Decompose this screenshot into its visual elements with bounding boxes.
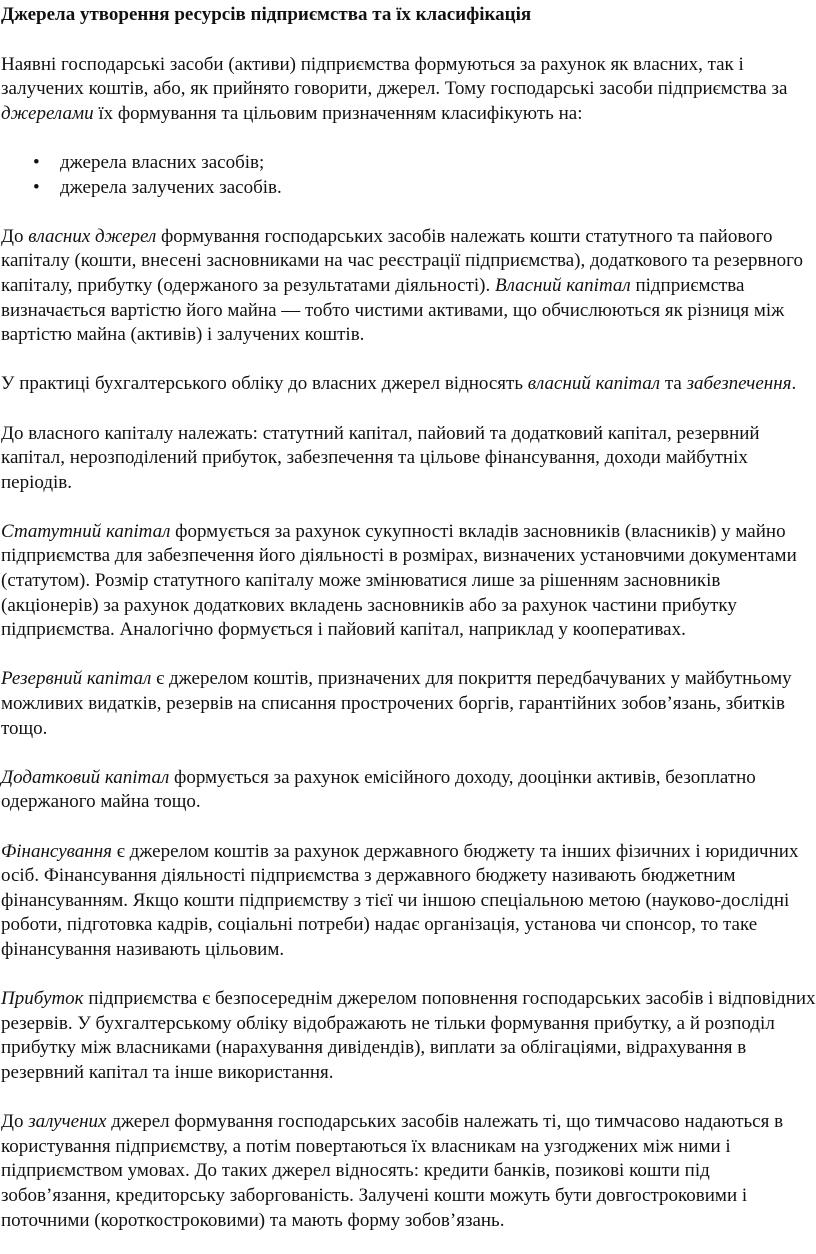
sources-list (1, 151, 816, 200)
own-sources-paragraph (1, 225, 816, 348)
statutory-capital-paragraph (1, 520, 816, 643)
own-sources-emphasis-2: Власний капітал (495, 274, 631, 296)
profit-text: підприємства є безпосереднім джерелом поповнення господарських засобів і відповідних резервів. У бухгалтерському обліку відображають не тільки формування прибутку, а й розподіл прибутку між власниками (нарахування дивідендів), виплати за облігаціями, відрахування в резервний капітал та інше використання. (1, 988, 816, 1083)
reserve-text: є джерелом коштів, призначених для покриття передбачуваних у майбутньому можливих видатків, резервів на списання прострочених боргів, гарантійних зобов’язань, збитків тощо. (1, 668, 792, 739)
reserve-emphasis: Резервний капітал (1, 668, 152, 690)
intro-paragraph (1, 53, 816, 127)
practice-text-2: та (660, 373, 687, 395)
practice-emphasis-2: забезпечення (686, 373, 792, 395)
own-sources-text-2: формування господарських засобів належать кошти статутного та пайового капіталу (кошти, внесені засновниками на час реєстрації підприємства), додаткового та резервного капіталу, прибутку (одержаного за результатами діяльності). (1, 225, 803, 296)
financing-paragraph (1, 840, 816, 963)
own-sources-emphasis-1: власних джерел (28, 225, 157, 247)
own-sources-text-1: До (1, 225, 29, 247)
borrowed-text-1: До (1, 1111, 29, 1133)
financing-emphasis: Фінансування (1, 840, 112, 862)
statutory-emphasis: Статутний капітал (1, 520, 171, 542)
own-sources-text-3: підприємства визначається вартістю його майна — тобто чистими активами, що обчислюються як різниця між вартістю майна (активів) і залучених коштів. (1, 274, 785, 346)
intro-text-1: Наявні господарські засоби (активи) підприємства формуються за рахунок як власних, так і залучених коштів, або, як прийнято говорити, джерел. Тому господарські засоби підприємства за (1, 53, 788, 100)
additional-capital-paragraph (1, 766, 816, 815)
intro-emphasis: джерелами (1, 102, 94, 124)
additional-emphasis: Додатковий капітал (1, 766, 170, 788)
own-capital-paragraph: До власного капіталу належать: статутний капітал, пайовий та додатковий капітал, резервний капітал, нерозподілений прибуток, забезпечення та цільове фінансування, доходи майбутніх періодів. (1, 422, 760, 493)
additional-text: формується за рахунок емісійного доходу, дооцінки активів, безоплатно одержаного майна тощо. (1, 766, 756, 813)
reserve-capital-paragraph (1, 667, 816, 741)
list-item: • джерела залучених засобів. (1, 176, 816, 201)
financing-text: є джерелом коштів за рахунок державного бюджету та інших фізичних і юридичних осіб. Фінансування діяльності підприємства з державного бюджету називають бюджетним фінансуванням. Якщо кошти підприємству з тієї чи іншою спеціальною метою (науково-дослідні роботи, підготовка кадрів, соціальні потреби) надає організація, установа чи спонсор, то таке фінансування називають цільовим. (1, 840, 799, 960)
list-item: • джерела власних засобів; (1, 151, 816, 176)
borrowed-text-2: джерел формування господарських засобів належать ті, що тимчасово надаються в користування підприємству, а потім повертаються їх власникам на узгоджених між ними і підприємством умовах. До таких джерел відносять: кредити банків, позикові кошти під зобов’язання, кредиторську заборгованість. Залучені кошти можуть бути довгостроковими і поточними (короткостроковими) та мають форму зобов’язань. (1, 1111, 784, 1231)
borrowed-sources-paragraph (1, 1110, 816, 1233)
practice-paragraph (1, 372, 816, 397)
page-title: Джерела утворення ресурсів підприємства та їх класифікація (1, 4, 532, 25)
profit-paragraph (1, 987, 816, 1085)
statutory-text: формується за рахунок сукупності вкладів засновників (власників) у майно підприємства для забезпечення його діяльності в розмірах, визначених установчими документами (статутом). Розмір статутного капіталу може змінюватися лише за рішенням засновників (акціонерів) за рахунок додаткових вкладень засновників або за рахунок частини прибутку підприємства. Аналогічно формується і пайовий капітал, наприклад у кооперативах. (1, 520, 797, 641)
borrowed-emphasis: залучених (28, 1111, 107, 1133)
practice-text-3: . (791, 373, 797, 395)
practice-text-1: У практиці бухгалтерського обліку до власних джерел відносять (1, 373, 528, 395)
intro-text-2: їх формування та цільовим призначенням класифікують на: (93, 102, 583, 124)
practice-emphasis-1: власний капітал (527, 373, 661, 395)
profit-emphasis: Прибуток (1, 988, 84, 1010)
